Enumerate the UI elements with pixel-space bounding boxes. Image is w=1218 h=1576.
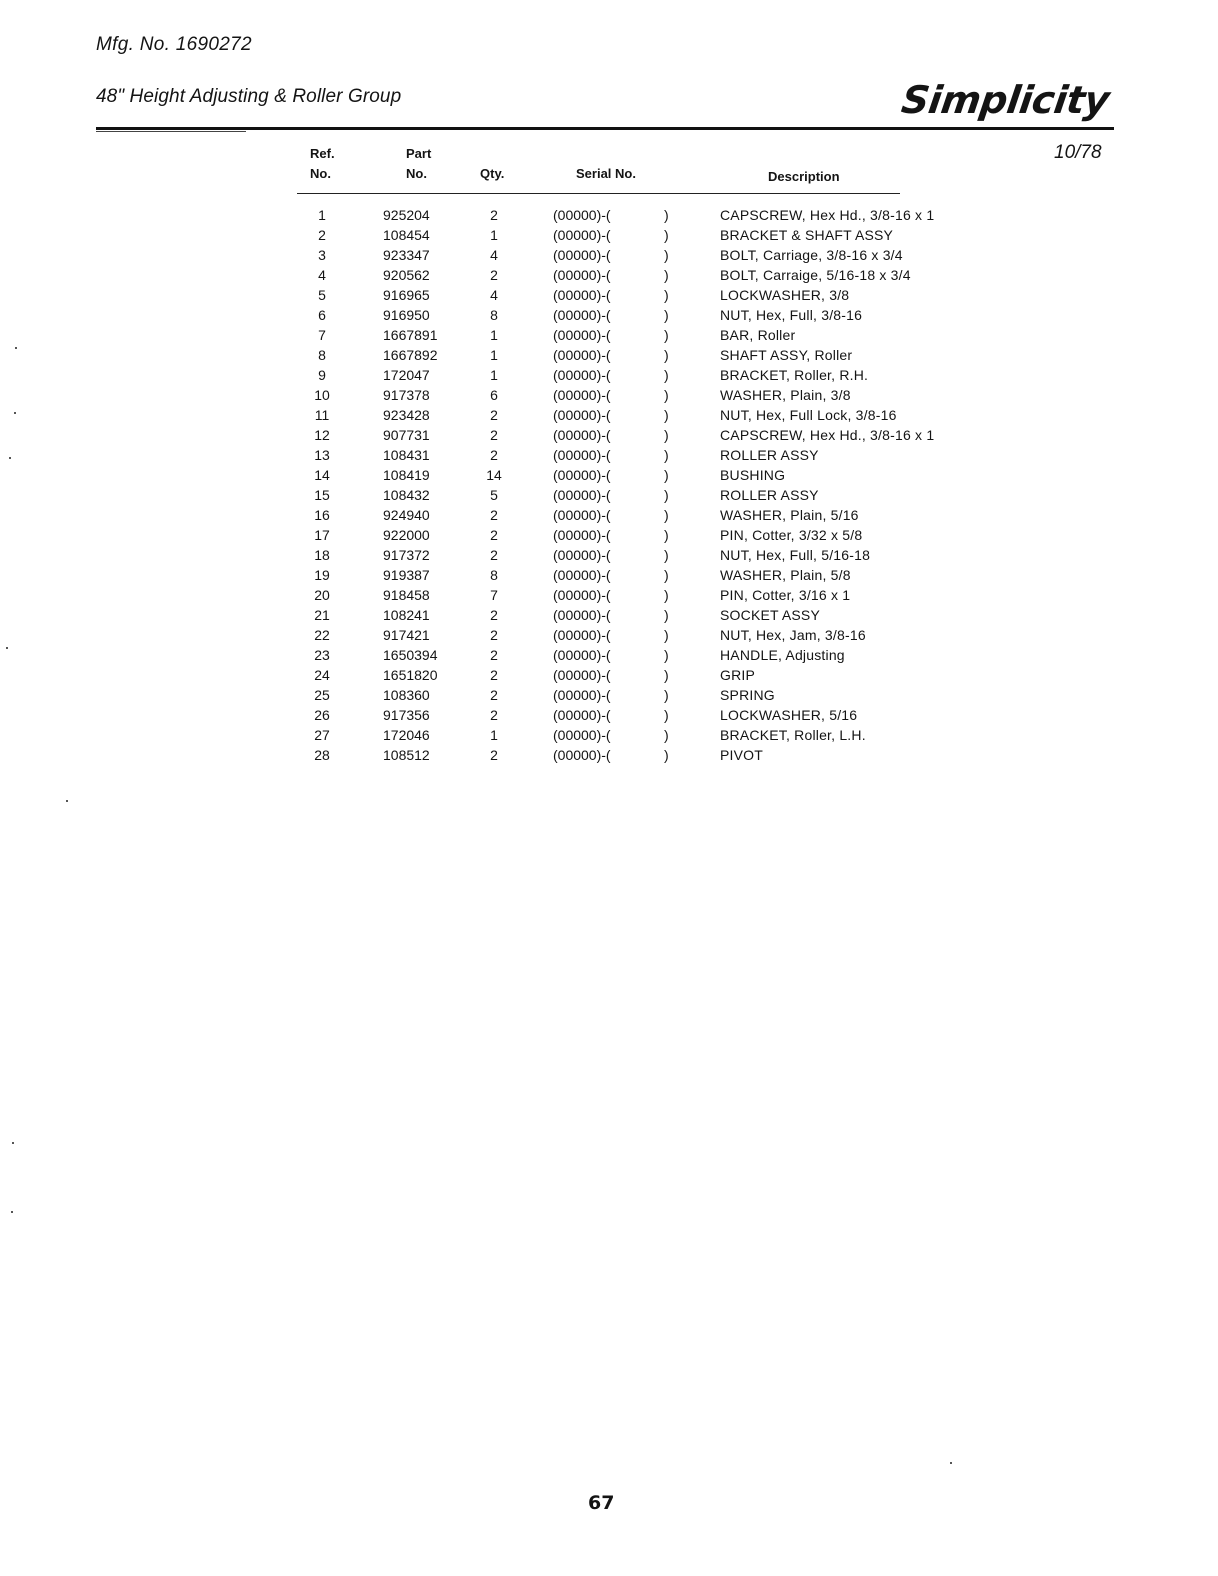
- serial-from-cell: (00000)-(: [553, 707, 611, 723]
- ref-cell: 2: [318, 227, 326, 243]
- scan-speck: [12, 1142, 14, 1144]
- header-rule: [96, 127, 1114, 130]
- table-row: [0, 745, 1218, 765]
- serial-from-cell: (00000)-(: [553, 387, 611, 403]
- table-row: [0, 665, 1218, 685]
- description-cell: SPRING: [720, 687, 775, 703]
- qty-cell: 2: [490, 447, 498, 463]
- part-number-cell: 108512: [383, 747, 430, 763]
- ref-cell: 24: [314, 667, 330, 683]
- description-cell: HANDLE, Adjusting: [720, 647, 845, 663]
- serial-from-cell: (00000)-(: [553, 547, 611, 563]
- table-row: [0, 365, 1218, 385]
- description-cell: PIN, Cotter, 3/32 x 5/8: [720, 527, 863, 543]
- serial-from-cell: (00000)-(: [553, 627, 611, 643]
- table-row: [0, 525, 1218, 545]
- part-number-cell: 108419: [383, 467, 430, 483]
- part-number-cell: 108432: [383, 487, 430, 503]
- serial-to-cell: ): [664, 567, 669, 583]
- description-cell: BRACKET, Roller, R.H.: [720, 367, 869, 383]
- description-cell: BOLT, Carriage, 3/8-16 x 3/4: [720, 247, 903, 263]
- table-row: [0, 585, 1218, 605]
- ref-cell: 14: [314, 467, 330, 483]
- table-row: [0, 385, 1218, 405]
- table-row: [0, 705, 1218, 725]
- col-serial-header: Serial No.: [576, 166, 636, 181]
- description-cell: SHAFT ASSY, Roller: [720, 347, 853, 363]
- col-part-line1: Part: [406, 146, 432, 161]
- ref-cell: 9: [318, 367, 326, 383]
- qty-cell: 14: [486, 467, 502, 483]
- table-row: [0, 245, 1218, 265]
- ref-cell: 3: [318, 247, 326, 263]
- part-number-cell: 1667891: [383, 327, 438, 343]
- part-number-cell: 917378: [383, 387, 430, 403]
- table-row: [0, 565, 1218, 585]
- col-part-line2: No.: [406, 166, 427, 181]
- table-row: [0, 425, 1218, 445]
- qty-cell: 2: [490, 527, 498, 543]
- header-subrule: [96, 131, 246, 132]
- simplicity-logo: Simplicity: [898, 78, 1112, 122]
- page-number: 67: [588, 1492, 615, 1514]
- ref-cell: 1: [318, 207, 326, 223]
- serial-from-cell: (00000)-(: [553, 447, 611, 463]
- ref-cell: 27: [314, 727, 330, 743]
- ref-cell: 22: [314, 627, 330, 643]
- ref-cell: 23: [314, 647, 330, 663]
- serial-from-cell: (00000)-(: [553, 507, 611, 523]
- serial-from-cell: (00000)-(: [553, 567, 611, 583]
- description-cell: BUSHING: [720, 467, 786, 483]
- ref-cell: 17: [314, 527, 330, 543]
- revision-date: 10/78: [1054, 142, 1102, 163]
- part-number-cell: 172046: [383, 727, 430, 743]
- serial-from-cell: (00000)-(: [553, 727, 611, 743]
- qty-cell: 2: [490, 207, 498, 223]
- serial-from-cell: (00000)-(: [553, 407, 611, 423]
- table-row: [0, 465, 1218, 485]
- serial-to-cell: ): [664, 507, 669, 523]
- serial-from-cell: (00000)-(: [553, 347, 611, 363]
- serial-to-cell: ): [664, 527, 669, 543]
- scan-speck: [66, 800, 68, 802]
- serial-to-cell: ): [664, 427, 669, 443]
- serial-to-cell: ): [664, 727, 669, 743]
- description-cell: PIN, Cotter, 3/16 x 1: [720, 587, 851, 603]
- serial-to-cell: ): [664, 247, 669, 263]
- col-part-header: [406, 144, 431, 184]
- table-row: [0, 405, 1218, 425]
- serial-from-cell: (00000)-(: [553, 367, 611, 383]
- ref-cell: 28: [314, 747, 330, 763]
- serial-to-cell: ): [664, 547, 669, 563]
- description-cell: ROLLER ASSY: [720, 447, 819, 463]
- serial-from-cell: (00000)-(: [553, 647, 611, 663]
- ref-cell: 20: [314, 587, 330, 603]
- scan-speck: [14, 412, 16, 414]
- serial-to-cell: ): [664, 347, 669, 363]
- scan-speck: [15, 347, 17, 349]
- part-number-cell: 923347: [383, 247, 430, 263]
- qty-cell: 6: [490, 387, 498, 403]
- serial-to-cell: ): [664, 327, 669, 343]
- part-number-cell: 920562: [383, 267, 430, 283]
- description-cell: NUT, Hex, Full Lock, 3/8-16: [720, 407, 897, 423]
- description-cell: GRIP: [720, 667, 756, 683]
- serial-to-cell: ): [664, 627, 669, 643]
- qty-cell: 1: [490, 327, 498, 343]
- group-title: 48" Height Adjusting & Roller Group: [96, 86, 402, 107]
- serial-from-cell: (00000)-(: [553, 587, 611, 603]
- qty-cell: 2: [490, 747, 498, 763]
- serial-to-cell: ): [664, 487, 669, 503]
- serial-to-cell: ): [664, 687, 669, 703]
- ref-cell: 12: [314, 427, 330, 443]
- serial-from-cell: (00000)-(: [553, 227, 611, 243]
- qty-cell: 2: [490, 427, 498, 443]
- table-row: [0, 545, 1218, 565]
- table-row: [0, 345, 1218, 365]
- description-cell: LOCKWASHER, 5/16: [720, 707, 858, 723]
- header-underline: [297, 193, 900, 194]
- qty-cell: 2: [490, 507, 498, 523]
- scan-speck: [6, 647, 8, 649]
- part-number-cell: 172047: [383, 367, 430, 383]
- serial-to-cell: ): [664, 267, 669, 283]
- part-number-cell: 1650394: [383, 647, 438, 663]
- part-number-cell: 1651820: [383, 667, 438, 683]
- serial-from-cell: (00000)-(: [553, 427, 611, 443]
- table-row: [0, 445, 1218, 465]
- part-number-cell: 922000: [383, 527, 430, 543]
- qty-cell: 5: [490, 487, 498, 503]
- table-row: [0, 625, 1218, 645]
- part-number-cell: 924940: [383, 507, 430, 523]
- serial-from-cell: (00000)-(: [553, 247, 611, 263]
- part-number-cell: 1667892: [383, 347, 438, 363]
- part-number-cell: 108360: [383, 687, 430, 703]
- ref-cell: 4: [318, 267, 326, 283]
- ref-cell: 16: [314, 507, 330, 523]
- qty-cell: 2: [490, 627, 498, 643]
- qty-cell: 2: [490, 407, 498, 423]
- serial-from-cell: (00000)-(: [553, 467, 611, 483]
- serial-from-cell: (00000)-(: [553, 607, 611, 623]
- qty-cell: 2: [490, 267, 498, 283]
- serial-to-cell: ): [664, 467, 669, 483]
- description-cell: SOCKET ASSY: [720, 607, 820, 623]
- serial-from-cell: (00000)-(: [553, 327, 611, 343]
- description-cell: BAR, Roller: [720, 327, 796, 343]
- ref-cell: 15: [314, 487, 330, 503]
- serial-to-cell: ): [664, 447, 669, 463]
- qty-cell: 1: [490, 347, 498, 363]
- serial-from-cell: (00000)-(: [553, 487, 611, 503]
- qty-cell: 1: [490, 367, 498, 383]
- description-cell: WASHER, Plain, 3/8: [720, 387, 851, 403]
- table-row: [0, 605, 1218, 625]
- qty-cell: 7: [490, 587, 498, 603]
- qty-cell: 2: [490, 687, 498, 703]
- ref-cell: 5: [318, 287, 326, 303]
- description-cell: NUT, Hex, Full, 5/16-18: [720, 547, 871, 563]
- ref-cell: 13: [314, 447, 330, 463]
- qty-cell: 8: [490, 307, 498, 323]
- qty-cell: 4: [490, 287, 498, 303]
- ref-cell: 6: [318, 307, 326, 323]
- description-cell: NUT, Hex, Jam, 3/8-16: [720, 627, 866, 643]
- serial-from-cell: (00000)-(: [553, 287, 611, 303]
- description-cell: NUT, Hex, Full, 3/8-16: [720, 307, 863, 323]
- col-ref-header: [310, 144, 335, 184]
- ref-cell: 18: [314, 547, 330, 563]
- serial-to-cell: ): [664, 407, 669, 423]
- parts-table: [0, 205, 1218, 765]
- serial-to-cell: ): [664, 387, 669, 403]
- serial-from-cell: (00000)-(: [553, 747, 611, 763]
- description-cell: LOCKWASHER, 3/8: [720, 287, 850, 303]
- description-cell: WASHER, Plain, 5/16: [720, 507, 859, 523]
- qty-cell: 2: [490, 647, 498, 663]
- table-row: [0, 725, 1218, 745]
- part-number-cell: 919387: [383, 567, 430, 583]
- serial-to-cell: ): [664, 607, 669, 623]
- ref-cell: 7: [318, 327, 326, 343]
- serial-to-cell: ): [664, 667, 669, 683]
- qty-cell: 1: [490, 227, 498, 243]
- ref-cell: 19: [314, 567, 330, 583]
- part-number-cell: 923428: [383, 407, 430, 423]
- mfg-number: Mfg. No. 1690272: [96, 34, 252, 55]
- scan-speck: [11, 1211, 13, 1213]
- table-row: [0, 285, 1218, 305]
- part-number-cell: 916950: [383, 307, 430, 323]
- qty-cell: 8: [490, 567, 498, 583]
- description-cell: CAPSCREW, Hex Hd., 3/8-16 x 1: [720, 427, 935, 443]
- serial-to-cell: ): [664, 747, 669, 763]
- table-row: [0, 505, 1218, 525]
- serial-to-cell: ): [664, 307, 669, 323]
- description-cell: CAPSCREW, Hex Hd., 3/8-16 x 1: [720, 207, 935, 223]
- qty-cell: 2: [490, 547, 498, 563]
- qty-cell: 2: [490, 607, 498, 623]
- ref-cell: 8: [318, 347, 326, 363]
- table-row: [0, 485, 1218, 505]
- serial-to-cell: ): [664, 287, 669, 303]
- qty-cell: 4: [490, 247, 498, 263]
- scan-speck: [9, 457, 11, 459]
- qty-cell: 1: [490, 727, 498, 743]
- serial-from-cell: (00000)-(: [553, 667, 611, 683]
- description-cell: BRACKET, Roller, L.H.: [720, 727, 866, 743]
- table-row: [0, 305, 1218, 325]
- ref-cell: 25: [314, 687, 330, 703]
- part-number-cell: 917356: [383, 707, 430, 723]
- table-row: [0, 225, 1218, 245]
- serial-from-cell: (00000)-(: [553, 207, 611, 223]
- table-row: [0, 205, 1218, 225]
- table-row: [0, 685, 1218, 705]
- col-ref-line1: Ref.: [310, 146, 335, 161]
- serial-to-cell: ): [664, 207, 669, 223]
- part-number-cell: 917372: [383, 547, 430, 563]
- ref-cell: 26: [314, 707, 330, 723]
- part-number-cell: 108454: [383, 227, 430, 243]
- description-cell: BOLT, Carraige, 5/16-18 x 3/4: [720, 267, 911, 283]
- scan-speck: [950, 1462, 952, 1464]
- part-number-cell: 916965: [383, 287, 430, 303]
- serial-to-cell: ): [664, 587, 669, 603]
- qty-cell: 2: [490, 707, 498, 723]
- part-number-cell: 918458: [383, 587, 430, 603]
- serial-to-cell: ): [664, 647, 669, 663]
- part-number-cell: 917421: [383, 627, 430, 643]
- serial-from-cell: (00000)-(: [553, 687, 611, 703]
- table-row: [0, 325, 1218, 345]
- part-number-cell: 108241: [383, 607, 430, 623]
- serial-to-cell: ): [664, 367, 669, 383]
- description-cell: ROLLER ASSY: [720, 487, 819, 503]
- serial-from-cell: (00000)-(: [553, 267, 611, 283]
- serial-from-cell: (00000)-(: [553, 307, 611, 323]
- qty-cell: 2: [490, 667, 498, 683]
- description-cell: BRACKET & SHAFT ASSY: [720, 227, 894, 243]
- col-qty-header: Qty.: [480, 166, 505, 181]
- col-description-header: Description: [768, 169, 840, 184]
- description-cell: WASHER, Plain, 5/8: [720, 567, 851, 583]
- table-row: [0, 265, 1218, 285]
- part-number-cell: 108431: [383, 447, 430, 463]
- ref-cell: 10: [314, 387, 330, 403]
- part-number-cell: 925204: [383, 207, 430, 223]
- ref-cell: 21: [314, 607, 330, 623]
- part-number-cell: 907731: [383, 427, 430, 443]
- table-row: [0, 645, 1218, 665]
- description-cell: PIVOT: [720, 747, 764, 763]
- serial-to-cell: ): [664, 707, 669, 723]
- serial-to-cell: ): [664, 227, 669, 243]
- serial-from-cell: (00000)-(: [553, 527, 611, 543]
- ref-cell: 11: [314, 407, 330, 423]
- col-ref-line2: No.: [310, 166, 331, 181]
